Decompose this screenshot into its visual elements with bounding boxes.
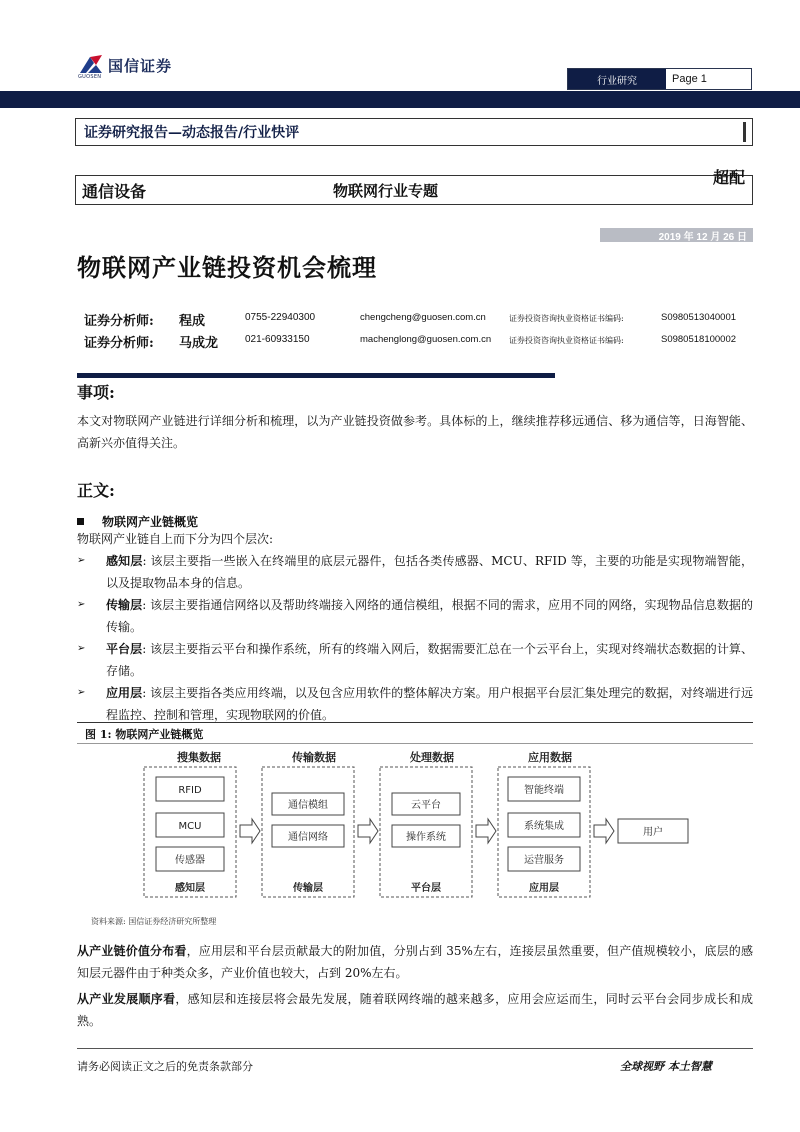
analyst-phone: 021-60933150 (245, 334, 310, 345)
flow-arrow-icon (358, 819, 378, 843)
paragraph-lead: 从产业链价值分布看 (77, 944, 187, 958)
layer-name: 应用层 (106, 686, 143, 700)
list-item (77, 594, 753, 638)
layer-name: 传输层 (106, 598, 143, 612)
section-body-matters: 本文对物联网产业链进行详细分析和梳理，以为产业链投资做参考。具体标的上，继续推荐移远通信、移为通信等，日海智能、高新兴亦值得关注。 (77, 414, 753, 450)
logo-subtext: GUOSEN (78, 74, 102, 80)
analyst-cert-no: S0980513040001 (661, 312, 737, 323)
diagram-box-label: 智能终端 (524, 785, 564, 796)
logo-text: 国信证券 (108, 57, 173, 75)
analyst-cert-no: S0980518100002 (661, 334, 737, 345)
column-footer: 应用层 (529, 883, 559, 894)
analyst-row (77, 308, 757, 330)
order-paragraph (77, 988, 753, 1032)
footer-slogan: 全球视野 本土智慧 (620, 1060, 712, 1073)
paragraph-text: ，感知层和连接层将会最先发展，随着联网终端的越来越多，应用会应运而生，同时云平台会同步成长和成熟。 (77, 992, 753, 1028)
value-paragraph (77, 940, 753, 984)
guosen-logo-icon (78, 52, 104, 76)
guosen-logo (78, 52, 198, 82)
layer-name: 感知层 (106, 554, 143, 568)
report-date (600, 228, 753, 242)
analyst-email[interactable]: machenglong@guosen.com.cn (360, 334, 492, 345)
intro-text: 物联网产业链自上而下分为四个层次: (77, 532, 274, 546)
arrow-bullet-icon: ➢ (77, 555, 86, 566)
report-topic: 物联网行业专题 (333, 182, 439, 200)
layer-list (77, 550, 753, 726)
layer-text: : 该层主要指云平台和操作系统，所有的终端入网后，数据需要汇总在一个云平台上，实现对终端状态数据的计算、存储。 (106, 642, 753, 678)
layer-text: : 该层主要指通信网络以及帮助终端接入网络的通信模组，根据不同的需求，应用不同的网络，实现物品信息数据的传输。 (106, 598, 753, 634)
column-footer: 平台层 (411, 883, 441, 894)
page-indicator (567, 68, 752, 90)
footer-rule (77, 1048, 753, 1049)
header-band (0, 91, 800, 108)
column-header: 搜集数据 (177, 751, 221, 764)
column-header: 处理数据 (410, 751, 454, 764)
industry-name: 通信设备 (82, 181, 147, 201)
bullet-heading-text: 物联网产业链概览 (102, 515, 199, 529)
column-footer: 感知层 (175, 883, 205, 894)
diagram-box-label: 云平台 (411, 800, 441, 811)
iot-chain-diagram (142, 749, 702, 909)
analyst-name: 程成 (179, 314, 206, 329)
diagram-box-label: MCU (178, 821, 202, 832)
divider (743, 122, 746, 142)
page-number-box (666, 69, 751, 89)
section-heading-matters: 事项: (77, 383, 115, 402)
list-item (77, 550, 753, 594)
page-title: 物联网产业链投资机会梳理 (77, 253, 377, 282)
paragraph-lead: 从产业发展顺序看 (77, 992, 176, 1006)
industry-bar (75, 160, 753, 215)
diagram-box-label: 通信网络 (288, 832, 328, 843)
analyst-label: 证券分析师: (84, 336, 154, 351)
paragraph-text: ，应用层和平台层贡献最大的附加值，分别占到 35%左右，连接层虽然重要，但产值规模较小，底层的感知层元器件由于种类众多，产业价值也较大，占到 20%左右。 (77, 944, 753, 980)
analyst-list (77, 308, 757, 352)
column-footer: 传输层 (293, 883, 323, 894)
diagram-box-label: 运营服务 (524, 855, 564, 866)
diagram-box-label: 通信模组 (288, 800, 328, 811)
figure-title: 图 1: 物联网产业链概览 (85, 728, 204, 741)
flow-arrow-icon (476, 819, 496, 843)
column-header: 传输数据 (292, 751, 336, 764)
figure-title-rule (77, 743, 753, 744)
report-category: 行业研究 (568, 69, 666, 89)
layer-text: : 该层主要指各类应用终端，以及包含应用软件的整体解决方案。用户根据平台层汇集处理完的数据，对终端进行远程监控、控制和管理，实现物联网的价值。 (106, 686, 753, 722)
list-item (77, 638, 753, 682)
figure-1 (77, 722, 753, 926)
analyst-email[interactable]: chengcheng@guosen.com.cn (360, 312, 486, 323)
report-type-bar (75, 118, 753, 146)
section-heading-body: 正文: (77, 481, 115, 500)
flow-arrow-icon (240, 819, 260, 843)
list-item (77, 682, 753, 726)
diagram-box-label: 操作系统 (406, 832, 446, 843)
figure-source: 资料来源: 国信证券经济研究所整理 (91, 917, 217, 926)
user-label: 用户 (643, 827, 663, 838)
analyst-cert-label: 证券投资咨询执业资格证书编码: (509, 314, 624, 323)
layer-text: : 该层主要指一些嵌入在终端里的底层元器件，包括各类传感器、MCU、RFID 等，主要的功能是实现物端智能，以及提取物品本身的信息。 (106, 554, 753, 590)
arrow-bullet-icon: ➢ (77, 599, 86, 610)
disclaimer-note: 请务必阅读正文之后的免责条款部分 (77, 1060, 253, 1073)
date-text: 2019 年 12 月 26 日 (658, 231, 747, 243)
rating: 超配 (712, 168, 745, 187)
analyst-label: 证券分析师: (84, 314, 154, 329)
square-bullet-icon (77, 518, 84, 525)
industry-cell (75, 175, 317, 205)
analyst-row (77, 330, 757, 352)
layer-name: 平台层 (106, 642, 143, 656)
diagram-box-label: RFID (178, 785, 202, 796)
arrow-bullet-icon: ➢ (77, 643, 86, 654)
analyst-phone: 0755-22940300 (245, 312, 316, 323)
flow-arrow-icon (594, 819, 614, 843)
column-header: 应用数据 (528, 751, 572, 764)
analyst-name: 马成龙 (179, 336, 219, 351)
page-label: Page (672, 73, 698, 85)
arrow-bullet-icon: ➢ (77, 687, 86, 698)
diagram-box-label: 系统集成 (524, 821, 564, 832)
report-type: 证券研究报告—动态报告/行业快评 (84, 125, 300, 141)
section-rule (77, 373, 555, 378)
analyst-cert-label: 证券投资咨询执业资格证书编码: (509, 336, 624, 345)
page-number: 1 (700, 73, 707, 85)
diagram-box-label: 传感器 (175, 855, 205, 866)
